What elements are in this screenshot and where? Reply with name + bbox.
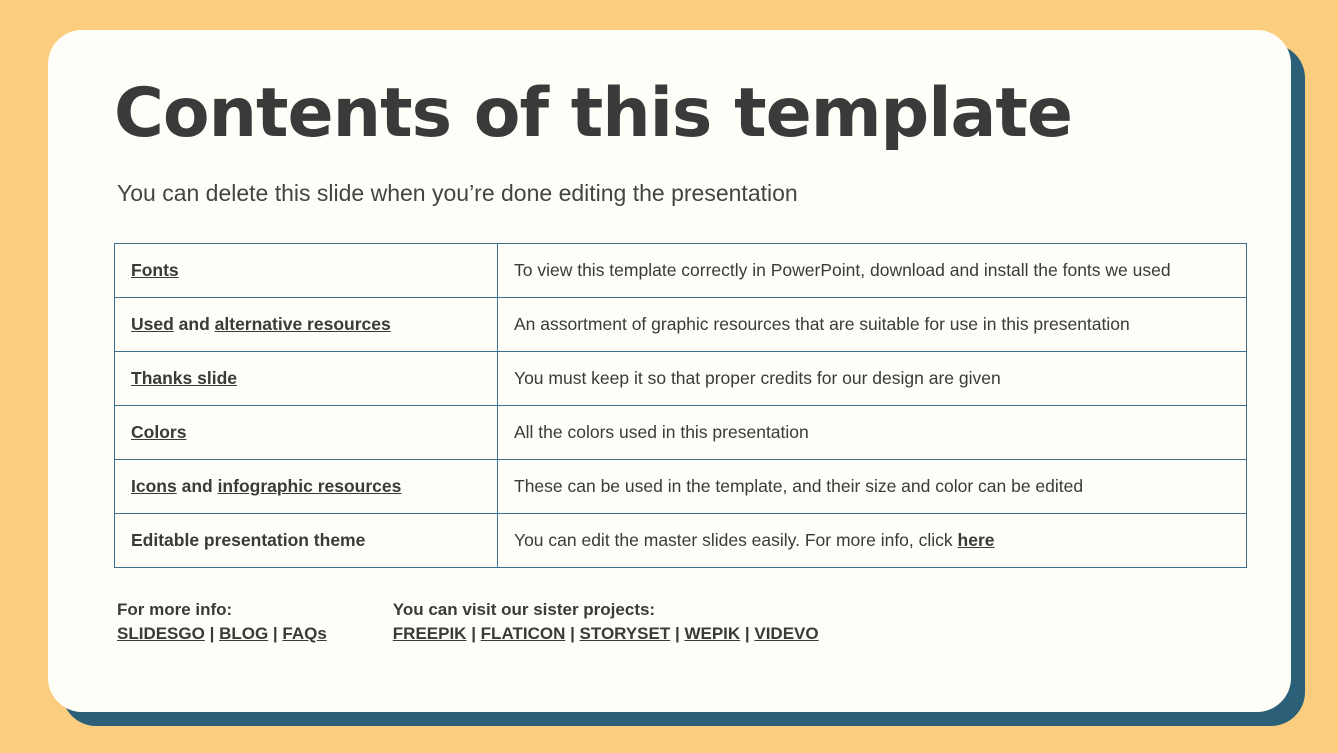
table-row-label bbox=[115, 514, 498, 568]
table-row-description bbox=[498, 244, 1247, 298]
footer-sister-projects bbox=[393, 600, 819, 644]
footer-link-separator: | bbox=[565, 624, 580, 644]
table-row-description bbox=[498, 460, 1247, 514]
footer-sister-projects-links bbox=[393, 624, 819, 644]
table-row-label-text: and bbox=[173, 314, 215, 335]
footer-link-separator: | bbox=[204, 624, 220, 644]
table-row-label bbox=[115, 352, 498, 406]
footer-more-info-heading: For more info: bbox=[117, 600, 233, 620]
table-row-label-text: and bbox=[176, 476, 218, 497]
table-row-label-link[interactable]: Fonts bbox=[131, 260, 179, 281]
table-row bbox=[115, 460, 1247, 514]
footer-link-videvo[interactable]: VIDEVO bbox=[754, 624, 819, 644]
table-row-description bbox=[498, 298, 1247, 352]
table-row-label-link[interactable]: Used bbox=[131, 314, 174, 335]
footer-link-separator: | bbox=[466, 624, 481, 644]
footer-link-separator: | bbox=[670, 624, 685, 644]
table-row-label-text: Editable presentation theme bbox=[131, 530, 366, 551]
table-row-description bbox=[498, 514, 1247, 568]
footer-more-info-links bbox=[117, 624, 327, 644]
footer-link-blog[interactable]: BLOG bbox=[219, 624, 269, 644]
table-row bbox=[115, 514, 1247, 568]
footer-link-faqs[interactable]: FAQs bbox=[282, 624, 327, 644]
footer-more-info bbox=[117, 600, 327, 644]
table-row-label bbox=[115, 298, 498, 352]
table-row bbox=[115, 298, 1247, 352]
footer-link-storyset[interactable]: STORYSET bbox=[579, 624, 671, 644]
footer-link-wepik[interactable]: WEPIK bbox=[684, 624, 741, 644]
table-row-description-text: You must keep it so that proper credits for our design are given bbox=[514, 368, 1001, 389]
table-row-label-link[interactable]: Colors bbox=[131, 422, 187, 443]
contents-table bbox=[114, 243, 1247, 568]
table-row-label-link[interactable]: Icons bbox=[131, 476, 177, 497]
table-row-label bbox=[115, 244, 498, 298]
table-row-description-text: You can edit the master slides easily. For more info, click bbox=[514, 530, 958, 551]
table-row-label-link[interactable]: alternative resources bbox=[214, 314, 391, 335]
footer bbox=[117, 600, 1225, 644]
page-subtitle: You can delete this slide when you’re done editing the presentation bbox=[117, 180, 798, 207]
footer-link-separator: | bbox=[740, 624, 755, 644]
footer-link-freepik[interactable]: FREEPIK bbox=[392, 624, 467, 644]
page-title: Contents of this template bbox=[114, 74, 1073, 153]
slide-card bbox=[48, 30, 1291, 712]
table-row-description-text: An assortment of graphic resources that are suitable for use in this presentation bbox=[514, 314, 1130, 335]
table-row-label bbox=[115, 406, 498, 460]
footer-link-flaticon[interactable]: FLATICON bbox=[480, 624, 566, 644]
table-row-description bbox=[498, 352, 1247, 406]
contents-table-body bbox=[115, 244, 1247, 568]
table-row-label-link[interactable]: infographic resources bbox=[217, 476, 402, 497]
table-row bbox=[115, 406, 1247, 460]
table-row bbox=[115, 352, 1247, 406]
table-row-description-text: All the colors used in this presentation bbox=[514, 422, 809, 443]
table-row-description-link[interactable]: here bbox=[957, 530, 995, 551]
table-row-label bbox=[115, 460, 498, 514]
footer-link-separator: | bbox=[268, 624, 283, 644]
table-row-description-text: These can be used in the template, and their size and color can be edited bbox=[514, 476, 1084, 497]
table-row-description bbox=[498, 406, 1247, 460]
footer-sister-projects-heading: You can visit our sister projects: bbox=[392, 600, 656, 620]
footer-link-slidesgo[interactable]: SLIDESGO bbox=[117, 624, 205, 644]
table-row-description-text: To view this template correctly in PowerPoint, download and install the fonts we used bbox=[514, 260, 1171, 281]
table-row bbox=[115, 244, 1247, 298]
table-row-label-link[interactable]: Thanks slide bbox=[131, 368, 238, 389]
